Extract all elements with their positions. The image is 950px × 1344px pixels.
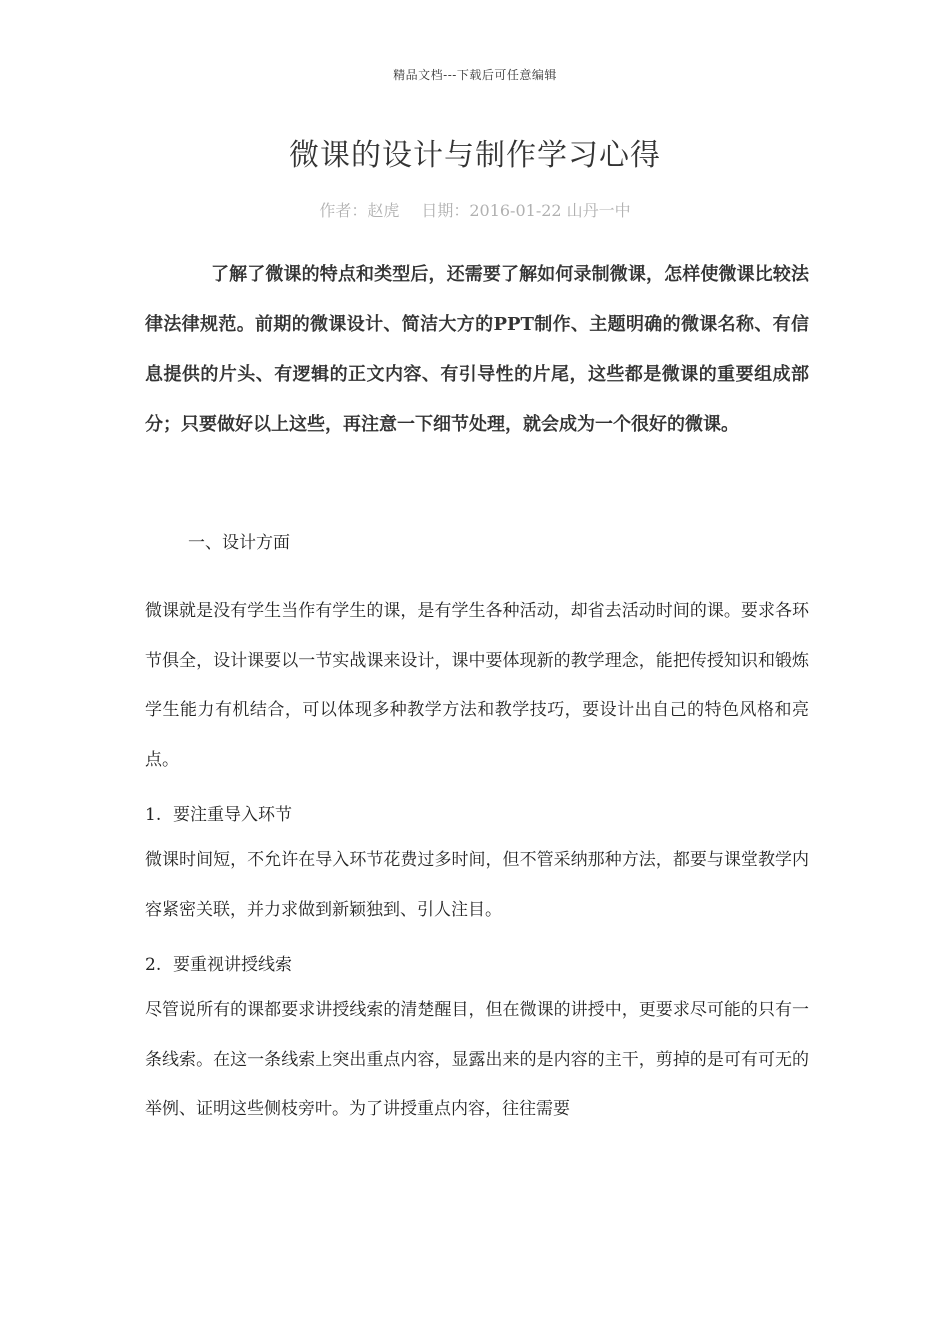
document-title: 微课的设计与制作学习心得	[289, 138, 661, 173]
date-label: 日期：2016-01-22 山丹一中	[421, 201, 631, 220]
item-number-2: 2.	[145, 955, 162, 975]
author-label: 作者：赵虎	[319, 201, 400, 220]
item-heading-2	[145, 950, 292, 975]
section-paragraph-design: 微课就是没有学生当作有学生的课，是有学生各种活动，却省去活动时间的课。要求各环节俱全，设计课要以一节实战课来设计，课中要体现新的教学理念，能把传授知识和锻炼学生能力有机结合，可以体现多种教学方法和教学技巧，要设计出自己的特色风格和亮点。	[145, 601, 809, 770]
item-heading-1	[145, 800, 292, 825]
item-paragraph-2: 尽管说所有的课都要求讲授线索的清楚醒目，但在微课的讲授中，更要求尽可能的只有一条线索。在这一条线索上突出重点内容，显露出来的是内容的主干，剪掉的是可有可无的举例、证明这些侧枝旁叶。为了讲授重点内容，往往需要	[145, 1000, 809, 1119]
item-title-1: 要注重导入环节	[173, 805, 292, 825]
section-heading-design: 一、设计方面	[188, 533, 290, 553]
intro-paragraph: 了解了微课的特点和类型后，还需要了解如何录制微课，怎样使微课比较法律法律规范。前期的微课设计、简洁大方的PPT制作、主题明确的微课名称、有信息提供的片头、有逻辑的正文内容、有引导性的片尾，这些都是微课的重要组成部分；只要做好以上这些，再注意一下细节处理，就会成为一个很好的微课。	[145, 264, 809, 435]
document-meta	[0, 198, 950, 221]
item-number-1: 1.	[145, 805, 162, 825]
header-note: 精品文档---下载后可任意编辑	[393, 68, 557, 82]
item-paragraph-1: 微课时间短，不允许在导入环节花费过多时间，但不管采纳那种方法，都要与课堂教学内容紧密关联，并力求做到新颖独到、引人注目。	[145, 850, 809, 920]
item-title-2: 要重视讲授线索	[173, 955, 292, 975]
